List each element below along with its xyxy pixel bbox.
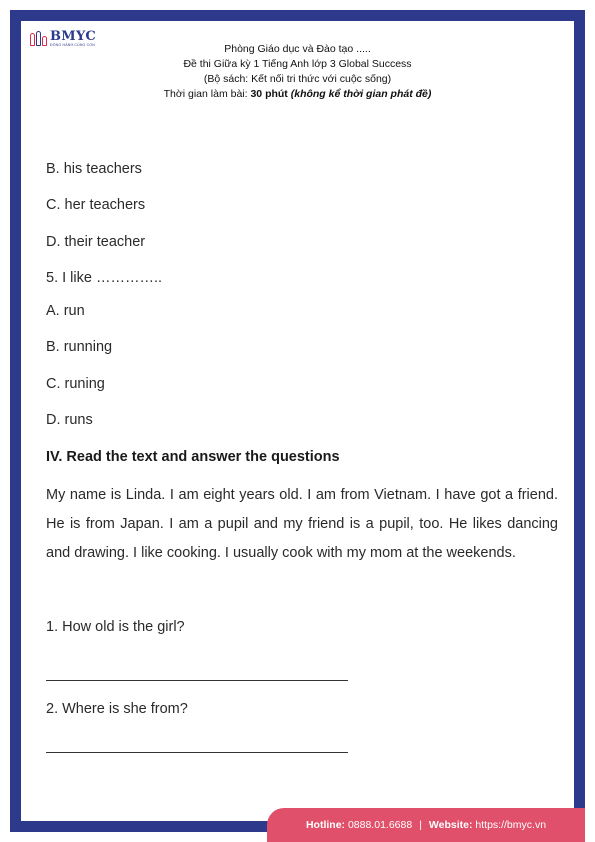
q4-option-d: D. their teacher (46, 234, 146, 250)
section-4-title: IV. Read the text and answer the questions (46, 449, 340, 465)
hotline-value[interactable]: 0888.01.6688 (347, 819, 413, 831)
answer-line-2 (46, 752, 348, 753)
reading-passage: My name is Linda. I am eight years old. I am from Vietnam. I have got a friend. He is from Japan. I am a pupil and my friend is a pupil, too. He likes dancing and drawing. I like cooking. I usually cook with my mom at the weekends. (46, 487, 558, 561)
contact-footer (267, 808, 585, 842)
exam-header (0, 42, 595, 102)
q5-option-a: A. run (46, 303, 85, 319)
reading-question-2: 2. Where is she from? (46, 701, 188, 717)
reading-question-1: 1. How old is the girl? (46, 619, 185, 635)
q4-option-b: B. his teachers (46, 161, 142, 177)
footer-separator: | (419, 819, 422, 831)
q4-option-c: C. her teachers (46, 197, 146, 213)
hotline-label: Hotline: (305, 819, 346, 831)
header-line-3: (Bộ sách: Kết nối tri thức với cuộc sống) (203, 73, 392, 85)
logo-name: BMYC (50, 29, 96, 44)
logo-tagline: ĐỒNG HÀNH CÙNG CON (50, 43, 96, 47)
header-line-2: Đề thi Giữa kỳ 1 Tiếng Anh lớp 3 Global Success (183, 58, 412, 70)
q5-option-b: B. running (46, 339, 113, 355)
header-line-1: Phòng Giáo dục và Đào tạo ..... (224, 43, 371, 55)
header-line-4: Thời gian làm bài: 30 phút (không kể thời gian phát đề) (163, 88, 432, 100)
answer-line-1 (46, 680, 348, 681)
website-link[interactable]: https://bmyc.vn (475, 819, 547, 831)
q5-option-d: D. runs (46, 412, 93, 428)
q5-option-c: C. runing (46, 376, 105, 392)
website-label: Website: (428, 819, 473, 831)
q5-question: 5. I like ………….. (46, 270, 163, 286)
